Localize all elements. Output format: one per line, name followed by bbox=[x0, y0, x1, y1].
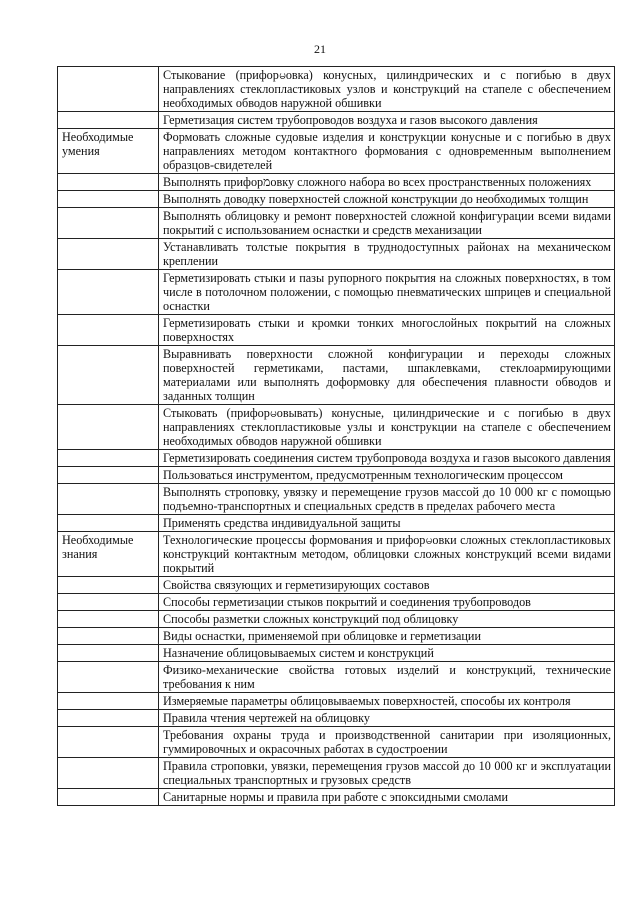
skills-item-cell bbox=[159, 129, 615, 174]
knowledge-category-label: Необходимые знания bbox=[62, 533, 134, 561]
knowledge-item-cell bbox=[159, 577, 615, 594]
skills-item-cell bbox=[159, 405, 615, 450]
skills-item-cell bbox=[159, 450, 615, 467]
knowledge-row bbox=[58, 577, 615, 594]
skills-category-cell bbox=[58, 315, 159, 346]
knowledge-row bbox=[58, 758, 615, 789]
skills-item-cell bbox=[159, 174, 615, 191]
skills-item-cell bbox=[159, 484, 615, 515]
knowledge-row bbox=[58, 727, 615, 758]
knowledge-category-cell bbox=[58, 693, 159, 710]
skills-item-cell bbox=[159, 315, 615, 346]
skills-category-cell bbox=[58, 208, 159, 239]
knowledge-item-text: Виды оснастки, применяемой при облицовке и герметизации bbox=[163, 629, 481, 643]
knowledge-row bbox=[58, 693, 615, 710]
skills-item-text: Формовать сложные судовые изделия и конструкции конусные и с погибью в двух направлениях методом контактного формования с одновременным выполнением образцов-свидетелей bbox=[163, 130, 611, 172]
skills-row bbox=[58, 467, 615, 484]
knowledge-item-cell bbox=[159, 710, 615, 727]
continuation-item-cell bbox=[159, 112, 615, 129]
knowledge-item-text: Способы герметизации стыков покрытий и соединения трубопроводов bbox=[163, 595, 531, 609]
continuation-item-cell bbox=[159, 67, 615, 112]
skills-item-text: Выполнять доводку поверхностей сложной конструкции до необходимых толщин bbox=[163, 192, 589, 206]
skills-item-text: Герметизировать стыки и пазы рупорного покрытия на сложных поверхностях, в том числе в потолочном положении, с помощью пневматических шприцев и специальной оснастки bbox=[163, 271, 611, 313]
skills-category-label: Необходимые умения bbox=[62, 130, 134, 158]
knowledge-row bbox=[58, 611, 615, 628]
knowledge-category-cell bbox=[58, 645, 159, 662]
knowledge-row bbox=[58, 710, 615, 727]
knowledge-item-cell bbox=[159, 594, 615, 611]
knowledge-item-cell bbox=[159, 611, 615, 628]
knowledge-row bbox=[58, 532, 615, 577]
knowledge-item-cell bbox=[159, 628, 615, 645]
knowledge-row bbox=[58, 628, 615, 645]
skills-category-cell bbox=[58, 191, 159, 208]
skills-row bbox=[58, 515, 615, 532]
knowledge-category-cell bbox=[58, 662, 159, 693]
knowledge-row bbox=[58, 594, 615, 611]
skills-row bbox=[58, 346, 615, 405]
skills-item-text: Выравнивать поверхности сложной конфигурации и переходы сложных поверхностей герметиками, пастами, шпаклевками, стеклоармирующими материалами или выполнять доформовку для обеспечения плавности обводов и заданных толщин bbox=[163, 347, 611, 403]
skills-category-cell bbox=[58, 405, 159, 450]
knowledge-item-text: Требования охраны труда и производственной санитарии при изоляционных, гуммировочных и окрасочных работах в судостроении bbox=[163, 728, 611, 756]
knowledge-category-cell bbox=[58, 758, 159, 789]
knowledge-item-text: Назначение облицовываемых систем и конструкций bbox=[163, 646, 434, 660]
knowledge-item-text: Санитарные нормы и правила при работе с эпоксидными смолами bbox=[163, 790, 509, 804]
continuation-category-cell bbox=[58, 67, 159, 112]
knowledge-item-cell bbox=[159, 693, 615, 710]
skills-category-cell bbox=[58, 450, 159, 467]
knowledge-category-cell bbox=[58, 628, 159, 645]
skills-category-cell bbox=[58, 174, 159, 191]
skills-item-cell bbox=[159, 239, 615, 270]
skills-item-cell bbox=[159, 515, 615, 532]
knowledge-item-text: Физико-механические свойства готовых изделий и конструкций, технические требования к ним bbox=[163, 663, 611, 691]
knowledge-category-cell bbox=[58, 611, 159, 628]
continuation-category-cell bbox=[58, 112, 159, 129]
skills-row bbox=[58, 239, 615, 270]
requirements-table-body bbox=[58, 67, 615, 806]
knowledge-item-cell bbox=[159, 727, 615, 758]
skills-row bbox=[58, 405, 615, 450]
skills-category-cell bbox=[58, 239, 159, 270]
knowledge-row bbox=[58, 645, 615, 662]
knowledge-item-text: Свойства связующих и герметизирующих составов bbox=[163, 578, 430, 592]
skills-category-cell bbox=[58, 467, 159, 484]
skills-item-text: Герметизировать соединения систем трубопровода воздуха и газов высокого давления bbox=[163, 451, 611, 465]
knowledge-item-cell bbox=[159, 758, 615, 789]
knowledge-category-cell bbox=[58, 789, 159, 806]
skills-item-text: Герметизировать стыки и кромки тонких многослойных покрытий на сложных поверхностях bbox=[163, 316, 611, 344]
knowledge-item-cell bbox=[159, 662, 615, 693]
skills-category-cell bbox=[58, 515, 159, 532]
knowledge-item-cell bbox=[159, 532, 615, 577]
knowledge-item-text: Правила чтения чертежей на облицовку bbox=[163, 711, 370, 725]
knowledge-item-text: Измеряемые параметры облицовываемых поверхностей, способы их контроля bbox=[163, 694, 571, 708]
continuation-row bbox=[58, 67, 615, 112]
knowledge-category-cell bbox=[58, 710, 159, 727]
knowledge-item-text: Способы разметки сложных конструкций под облицовку bbox=[163, 612, 459, 626]
skills-row bbox=[58, 129, 615, 174]
skills-row bbox=[58, 315, 615, 346]
knowledge-category-cell bbox=[58, 532, 159, 577]
skills-row bbox=[58, 191, 615, 208]
skills-category-cell bbox=[58, 346, 159, 405]
knowledge-category-cell bbox=[58, 727, 159, 758]
skills-item-text: Устанавливать толстые покрытия в труднодоступных районах на механическом креплении bbox=[163, 240, 611, 268]
skills-item-text: Выполнять облицовку и ремонт поверхностей сложной конфигурации всеми видами покрытий с использованием оснастки и средств механизации bbox=[163, 209, 611, 237]
knowledge-item-text: Правила строповки, увязки, перемещения грузов массой до 10 000 кг и эксплуатации специальных транспортных и грузовых средств bbox=[163, 759, 611, 787]
page-number: 21 bbox=[314, 42, 326, 56]
knowledge-category-cell bbox=[58, 594, 159, 611]
skills-category-cell bbox=[58, 270, 159, 315]
skills-row bbox=[58, 484, 615, 515]
skills-row bbox=[58, 174, 615, 191]
skills-category-cell bbox=[58, 484, 159, 515]
skills-item-text: Стыковать (прифорမовывать) конусные, цилиндрические и с погибью в двух направлениях стеклопластиковые узлы и конструкции на стапеле с обеспечением необходимых обводов наружной обшивки bbox=[163, 406, 611, 448]
requirements-table bbox=[57, 66, 615, 806]
skills-row bbox=[58, 450, 615, 467]
skills-item-text: Выполнять строповку, увязку и перемещение грузов массой до 10 000 кг с помощью подъемно-транспортных и специальных средств в пределах рабочего места bbox=[163, 485, 611, 513]
skills-item-cell bbox=[159, 208, 615, 239]
skills-item-text: Применять средства индивидуальной защиты bbox=[163, 516, 401, 530]
continuation-item-text: Герметизация систем трубопроводов воздуха и газов высокого давления bbox=[163, 113, 538, 127]
skills-item-cell bbox=[159, 467, 615, 484]
skills-item-cell bbox=[159, 191, 615, 208]
continuation-item-text: Стыкование (прифорမовка) конусных, цилиндрических и с погибью в двух направлениях стеклопластиковых узлов и конструкций на стапеле с обеспечением необходимых обводов наружной обшивки bbox=[163, 68, 611, 110]
skills-item-cell bbox=[159, 270, 615, 315]
knowledge-category-cell bbox=[58, 577, 159, 594]
knowledge-row bbox=[58, 662, 615, 693]
skills-item-text: Пользоваться инструментом, предусмотренным технологическим процессом bbox=[163, 468, 563, 482]
skills-item-text: Выполнять прифорמовку сложного набора во всех пространственных положениях bbox=[163, 175, 592, 189]
knowledge-row bbox=[58, 789, 615, 806]
knowledge-item-cell bbox=[159, 645, 615, 662]
skills-row bbox=[58, 208, 615, 239]
knowledge-item-cell bbox=[159, 789, 615, 806]
knowledge-item-text: Технологические процессы формования и прифорမовки сложных стеклопластиковых конструкций контактным методом, облицовки сложных конструкций всеми видами покрытий bbox=[163, 533, 611, 575]
skills-item-cell bbox=[159, 346, 615, 405]
skills-category-cell bbox=[58, 129, 159, 174]
skills-row bbox=[58, 270, 615, 315]
continuation-row bbox=[58, 112, 615, 129]
